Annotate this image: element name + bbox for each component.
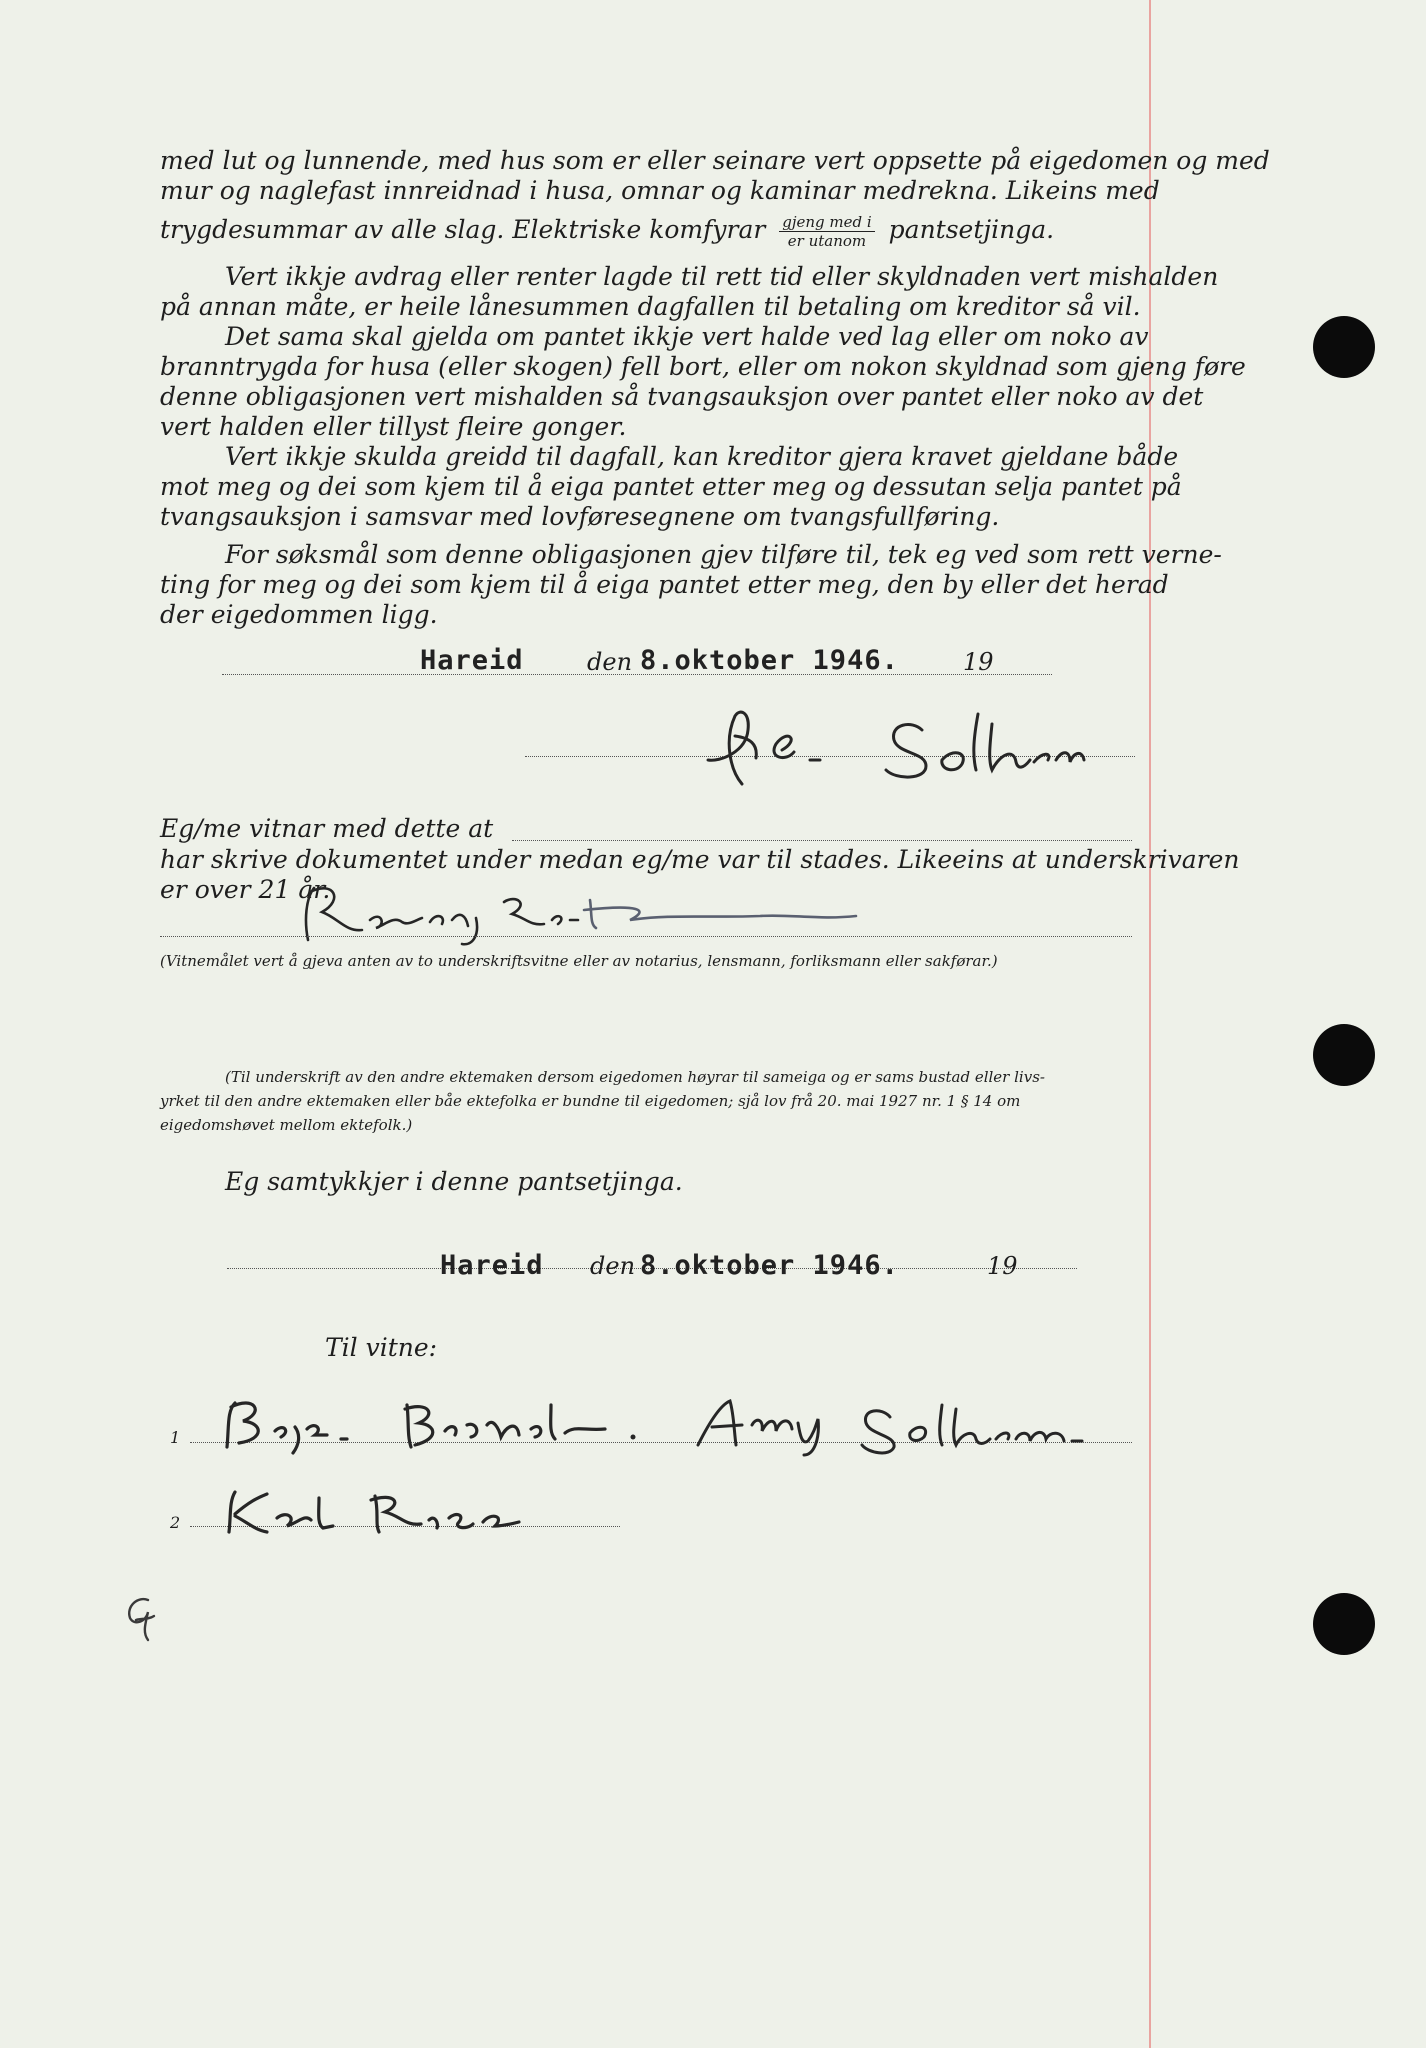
trygd-line bbox=[160, 213, 1054, 250]
body-line: tvangsauksjon i samsvar med lovføresegnene om tvangsfullføring. bbox=[160, 502, 1000, 531]
fraction-bottom: er utanom bbox=[787, 232, 867, 250]
witness-1-signature bbox=[215, 1395, 675, 1455]
body-line: For søksmål som denne obligasjonen gjev tilføre til, tek eg ved som rett verne- bbox=[225, 540, 1222, 569]
trygd-text-before: trygdesummar av alle slag. Elektriske komfyrar bbox=[160, 215, 766, 244]
trygd-text-after: pantsetjinga. bbox=[888, 215, 1055, 244]
body-line: Vert ikkje skulda greidd til dagfall, kan kreditor gjera kravet gjeldane både bbox=[225, 442, 1179, 471]
place-typed: Hareid bbox=[420, 645, 524, 676]
margin-rule bbox=[1149, 0, 1151, 2048]
body-line: der eigedommen ligg. bbox=[160, 600, 438, 629]
date-typed: 8.oktober 1946. bbox=[640, 1250, 899, 1281]
spouse-note-line: eigedomshøvet mellom ektefolk.) bbox=[160, 1116, 413, 1134]
witness-signature bbox=[290, 880, 870, 950]
witness-signature-line bbox=[160, 936, 1132, 937]
den-label: den bbox=[590, 1252, 636, 1280]
til-vitne-label: Til vitne: bbox=[325, 1333, 438, 1362]
body-line: Det sama skal gjelda om pantet ikkje vert halde ved lag eller om noko av bbox=[225, 322, 1149, 351]
fraction-top: gjeng med i bbox=[779, 213, 874, 232]
punch-hole bbox=[1313, 316, 1375, 378]
year-label: 19 bbox=[963, 648, 994, 676]
witness-number: 2 bbox=[170, 1513, 181, 1532]
witness-note: (Vitnemålet vert å gjeva anten av to underskriftsvitne eller av notarius, lensmann, forliksmann eller sakførar.) bbox=[160, 952, 998, 970]
body-line: på annan måte, er heile lånesummen dagfallen til betaling om kreditor så vil. bbox=[160, 292, 1141, 321]
body-line: ting for meg og dei som kjem til å eiga pantet etter meg, den by eller det herad bbox=[160, 570, 1169, 599]
witness-2-signature bbox=[215, 1488, 535, 1538]
spouse-note-line: (Til underskrift av den andre ektemaken dersom eigedomen høyrar til sameiga og er sams bustad eller livs- bbox=[225, 1068, 1045, 1086]
punch-hole bbox=[1313, 1024, 1375, 1086]
signature-alf-solheim bbox=[690, 700, 1090, 790]
initials-mark bbox=[118, 1592, 168, 1642]
date-dotted-line bbox=[222, 674, 1052, 675]
body-line: med lut og lunnende, med hus som er eller seinare vert oppsette på eigedomen og med bbox=[160, 146, 1270, 175]
consent-signature bbox=[690, 1395, 1090, 1455]
consent-text: Eg samtykkjer i denne pantsetjinga. bbox=[225, 1167, 683, 1196]
body-line: mot meg og dei som kjem til å eiga pantet etter meg og dessutan selja pantet på bbox=[160, 472, 1182, 501]
witness-line3: er over 21 år. bbox=[160, 875, 331, 904]
spouse-note-line: yrket til den andre ektemaken eller båe ektefolka er bundne til eigedomen; sjå lov frå 20. mai 1927 nr. 1 § 14 om bbox=[160, 1092, 1021, 1110]
body-line: branntrygda for husa (eller skogen) fell bort, eller om nokon skyldnad som gjeng føre bbox=[160, 352, 1246, 381]
body-line: denne obligasjonen vert mishalden så tvangsauksjon over pantet eller noko av det bbox=[160, 382, 1204, 411]
fraction-choice bbox=[779, 213, 874, 250]
body-line: vert halden eller tillyst fleire gonger. bbox=[160, 412, 627, 441]
witness-line1: Eg/me vitnar med dette at bbox=[160, 814, 494, 843]
den-label: den bbox=[587, 648, 633, 676]
place-typed: Hareid bbox=[440, 1250, 544, 1281]
body-line: Vert ikkje avdrag eller renter lagde til rett tid eller skyldnaden vert mishalden bbox=[225, 262, 1219, 291]
witness-dotted-line bbox=[512, 840, 1132, 841]
punch-hole bbox=[1313, 1593, 1375, 1655]
body-line: mur og naglefast innreidnad i husa, omnar og kaminar medrekna. Likeins med bbox=[160, 176, 1160, 205]
date-typed: 8.oktober 1946. bbox=[640, 645, 899, 676]
witness-number: 1 bbox=[170, 1428, 181, 1447]
witness-line2: har skrive dokumentet under medan eg/me var til stades. Likeeins at underskrivaren bbox=[160, 845, 1240, 874]
year-label: 19 bbox=[987, 1252, 1018, 1280]
